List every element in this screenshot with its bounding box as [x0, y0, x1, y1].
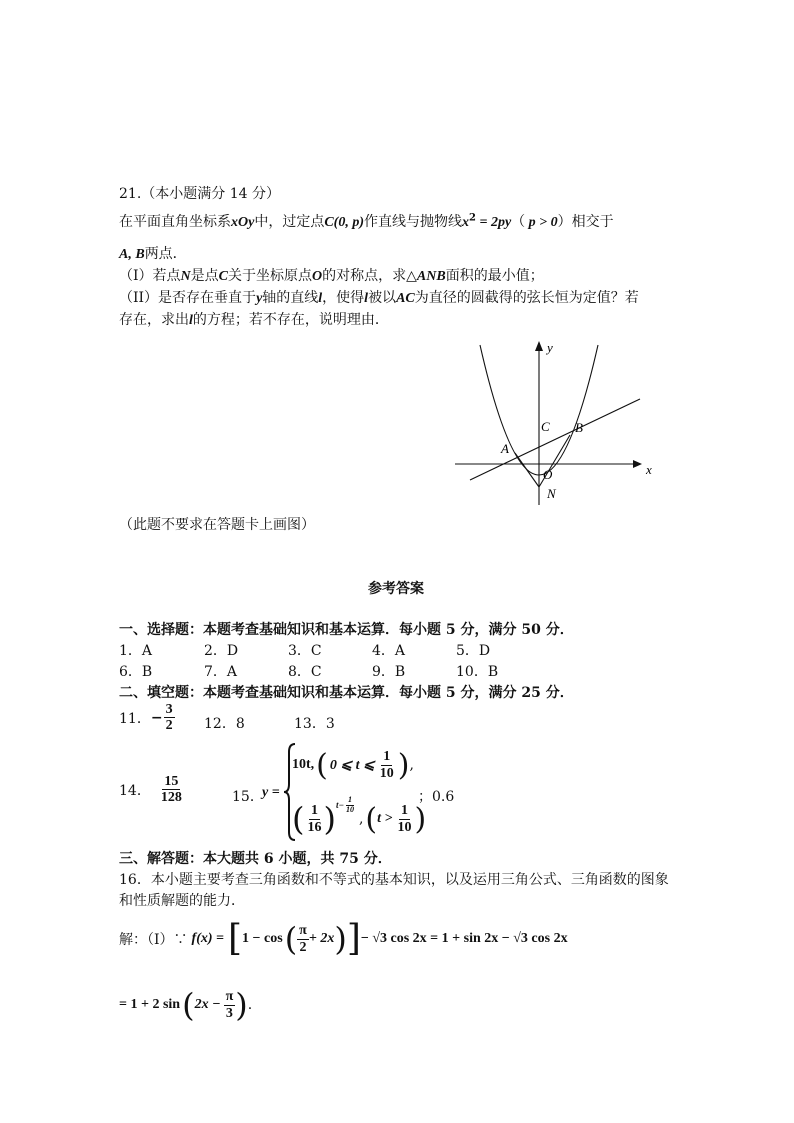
- problem-statement-line2: A, B两点．: [119, 246, 187, 262]
- label-c: C: [541, 419, 550, 434]
- p16-intro-line1: 16．本小题主要考查三角函数和不等式的基本知识，以及运用三角公式、三角函数的图象: [119, 872, 669, 888]
- choice: 10．B: [456, 664, 499, 680]
- piecewise-case-1: 10t, ( 0 ⩽ t ⩽ $\frac{1}{10}$ ) ,: [292, 747, 414, 783]
- choice: 8．C: [288, 664, 322, 680]
- figure-note: （此题不要求在答题卡上画图）: [119, 517, 315, 533]
- p16-solution-line2: = 1 + 2 sin ( 2x − $\frac{\pi}{3}$ ) .: [119, 986, 253, 1024]
- fill-15-tail: ；0.6: [418, 789, 455, 805]
- section2-title: 二、填空题：本题考查基础知识和基本运算．每小题 5 分，满分 25 分．: [119, 685, 574, 701]
- fill-14: 14． $\frac{15}{128}$: [119, 774, 182, 806]
- choice: 4．A: [372, 643, 406, 659]
- line-na: [515, 453, 539, 487]
- p16-solution-line1: 解：（I）∵ f(x) = [ 1 − cos ( $\frac{\pi}{2}$ + 2x ) ] − √3 cos 2x = 1 + sin 2x − √3 cos 2x: [119, 918, 568, 959]
- choice: 7．A: [204, 664, 238, 680]
- question-2-line1: （II）是否存在垂直于y轴的直线l，使得l被以AC为直径的圆截得的弦长恒为定值？若: [119, 290, 639, 306]
- problem-header: 21.（本小题满分 14 分）: [119, 186, 280, 202]
- parabola-figure: [450, 335, 650, 510]
- fill-12: 12．8: [204, 716, 245, 732]
- section1-title: 一、选择题：本题考查基础知识和基本运算．每小题 5 分，满分 50 分．: [119, 622, 574, 638]
- fill-11: 11． − $\frac{3}{2}$: [119, 702, 173, 734]
- question-1: （I）若点N是点C关于坐标原点O的对称点，求△ANB面积的最小值；: [119, 268, 544, 284]
- label-b: B: [575, 420, 583, 435]
- choice: 5．D: [456, 643, 491, 659]
- section3-title: 三、解答题：本大题共 6 小题，共 75 分．: [119, 851, 392, 867]
- choices-row-2: [119, 661, 539, 681]
- fill-13: 13．3: [294, 716, 335, 732]
- answers-title: 参考答案: [368, 581, 424, 597]
- secant-line: [470, 399, 640, 480]
- p16-intro-line2: 和性质解题的能力．: [119, 893, 245, 909]
- choice: 9．B: [372, 664, 406, 680]
- label-o: O: [543, 467, 553, 482]
- x-axis-arrow: [633, 460, 642, 468]
- question-2-line2: 存在，求出l的方程；若不存在，说明理由．: [119, 312, 389, 328]
- label-y: y: [547, 340, 553, 355]
- y-axis-arrow: [535, 341, 543, 351]
- label-a: A: [501, 441, 509, 456]
- piecewise-case-2: ( $\frac{1}{16}$ ) t− $\frac{1}{10}$ , ( t > $\frac{1}{10}$ ): [292, 794, 427, 838]
- choice: 2．D: [204, 643, 239, 659]
- label-n: N: [547, 486, 556, 501]
- choice: 6．B: [119, 664, 153, 680]
- label-x: x: [646, 462, 652, 477]
- choice: 1．A: [119, 643, 153, 659]
- choice: 3．C: [288, 643, 322, 659]
- problem-statement-line1: 在平面直角坐标系xOy中，过定点C(0, p)作直线与抛物线$x^2 = 2py$（ p > 0）相交于: [119, 212, 614, 230]
- choices-row-1: [119, 640, 539, 660]
- fill-15-y: y =: [262, 785, 280, 800]
- fill-15-label: 15．: [232, 789, 264, 805]
